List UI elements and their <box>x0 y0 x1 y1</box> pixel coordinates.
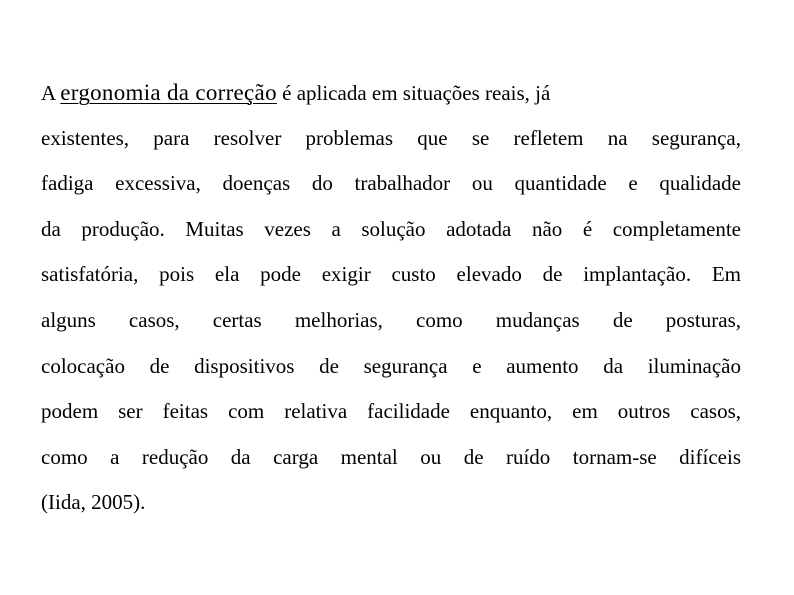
line-prefix: A <box>41 81 61 105</box>
paragraph-line-9: como a redução da carga mental ou de ruído tornam-se difíceis <box>41 444 741 469</box>
paragraph-line-10: (Iida, 2005). <box>41 490 146 515</box>
paragraph-line-4: da produção. Muitas vezes a solução adotada não é completamente <box>41 216 741 241</box>
paragraph-line-5: satisfatória, pois ela pode exigir custo elevado de implantação. Em <box>41 262 741 287</box>
paragraph-line-8: podem ser feitas com relativa facilidade enquanto, em outros casos, <box>41 399 741 424</box>
body-paragraph <box>41 70 741 526</box>
paragraph-line-2: existentes, para resolver problemas que se refletem na segurança, <box>41 125 741 150</box>
paragraph-line-1 <box>41 70 741 116</box>
paragraph-line-6: alguns casos, certas melhorias, como mudanças de posturas, <box>41 307 741 332</box>
paragraph-line-3: fadiga excessiva, doenças do trabalhador ou quantidade e qualidade <box>41 171 741 196</box>
emphasized-term: ergonomia da correção <box>60 80 277 105</box>
line-suffix: é aplicada em situações reais, já <box>276 81 551 105</box>
paragraph-line-7: colocação de dispositivos de segurança e aumento da iluminação <box>41 353 741 378</box>
